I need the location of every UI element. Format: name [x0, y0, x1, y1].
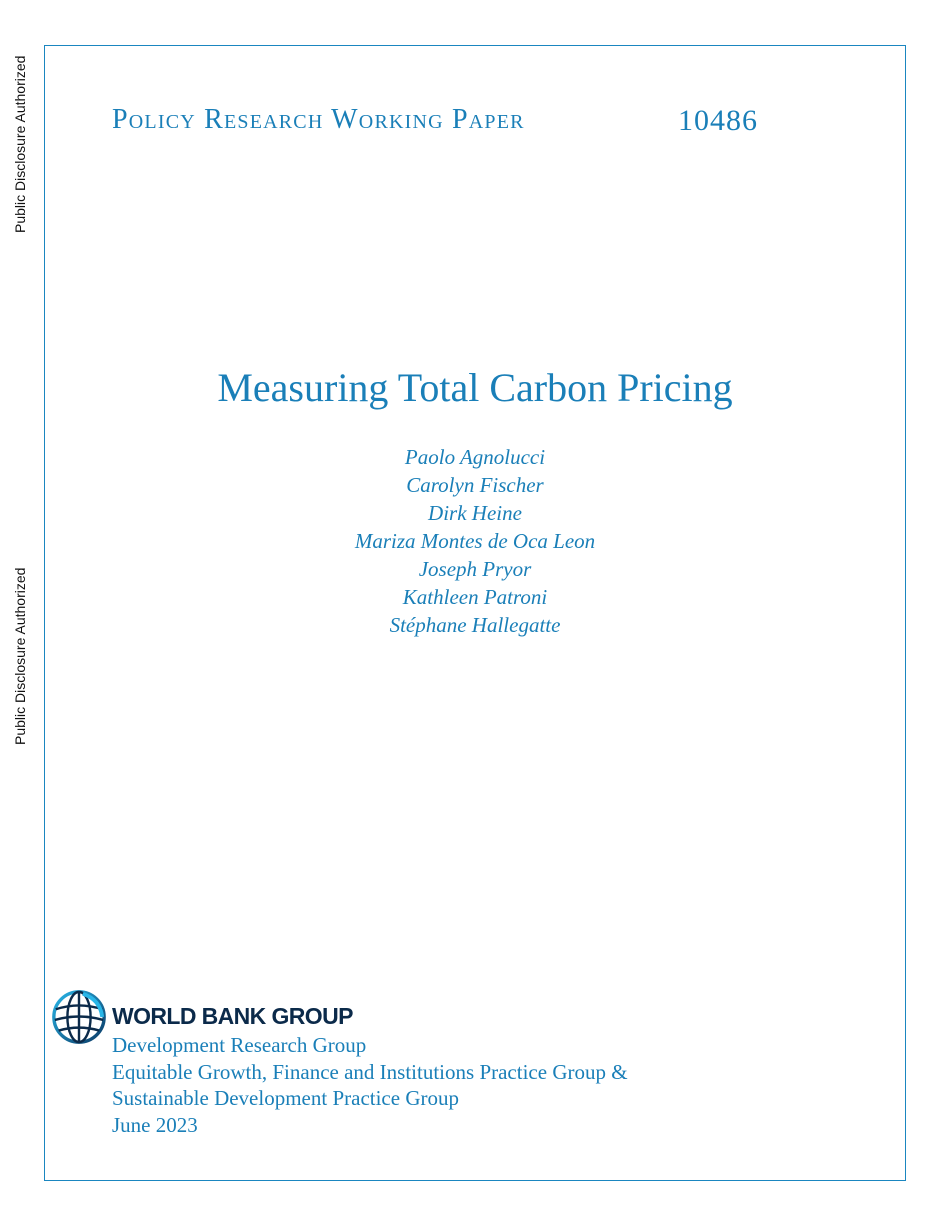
- author-name: Carolyn Fischer: [406, 473, 544, 497]
- author-name: Kathleen Patroni: [402, 585, 548, 609]
- author-name: Joseph Pryor: [418, 557, 532, 581]
- world-bank-globe-icon: [50, 988, 108, 1046]
- publication-date: June 2023: [112, 1112, 198, 1137]
- author-name: Mariza Montes de Oca Leon: [354, 529, 596, 553]
- paper-number: 10486: [678, 104, 758, 137]
- author-name: Dirk Heine: [428, 501, 522, 525]
- series-name: Policy Research Working Paper: [112, 104, 525, 135]
- paper-title: Measuring Total Carbon Pricing: [217, 365, 733, 410]
- affiliation-line: Equitable Growth, Finance and Institutions Practice Group &: [112, 1059, 628, 1084]
- affiliation-list: [112, 1032, 628, 1138]
- affiliation-line: Sustainable Development Practice Group: [112, 1086, 459, 1110]
- disclosure-stamp-top: Public Disclosure Authorized: [12, 55, 28, 233]
- organization-name: WORLD BANK GROUP: [112, 1003, 353, 1029]
- affiliation-line: Development Research Group: [112, 1033, 367, 1057]
- author-name: Paolo Agnolucci: [404, 445, 546, 469]
- author-name: Stéphane Hallegatte: [389, 613, 561, 637]
- author-list: [0, 443, 950, 639]
- disclosure-stamp-middle: Public Disclosure Authorized: [12, 567, 28, 745]
